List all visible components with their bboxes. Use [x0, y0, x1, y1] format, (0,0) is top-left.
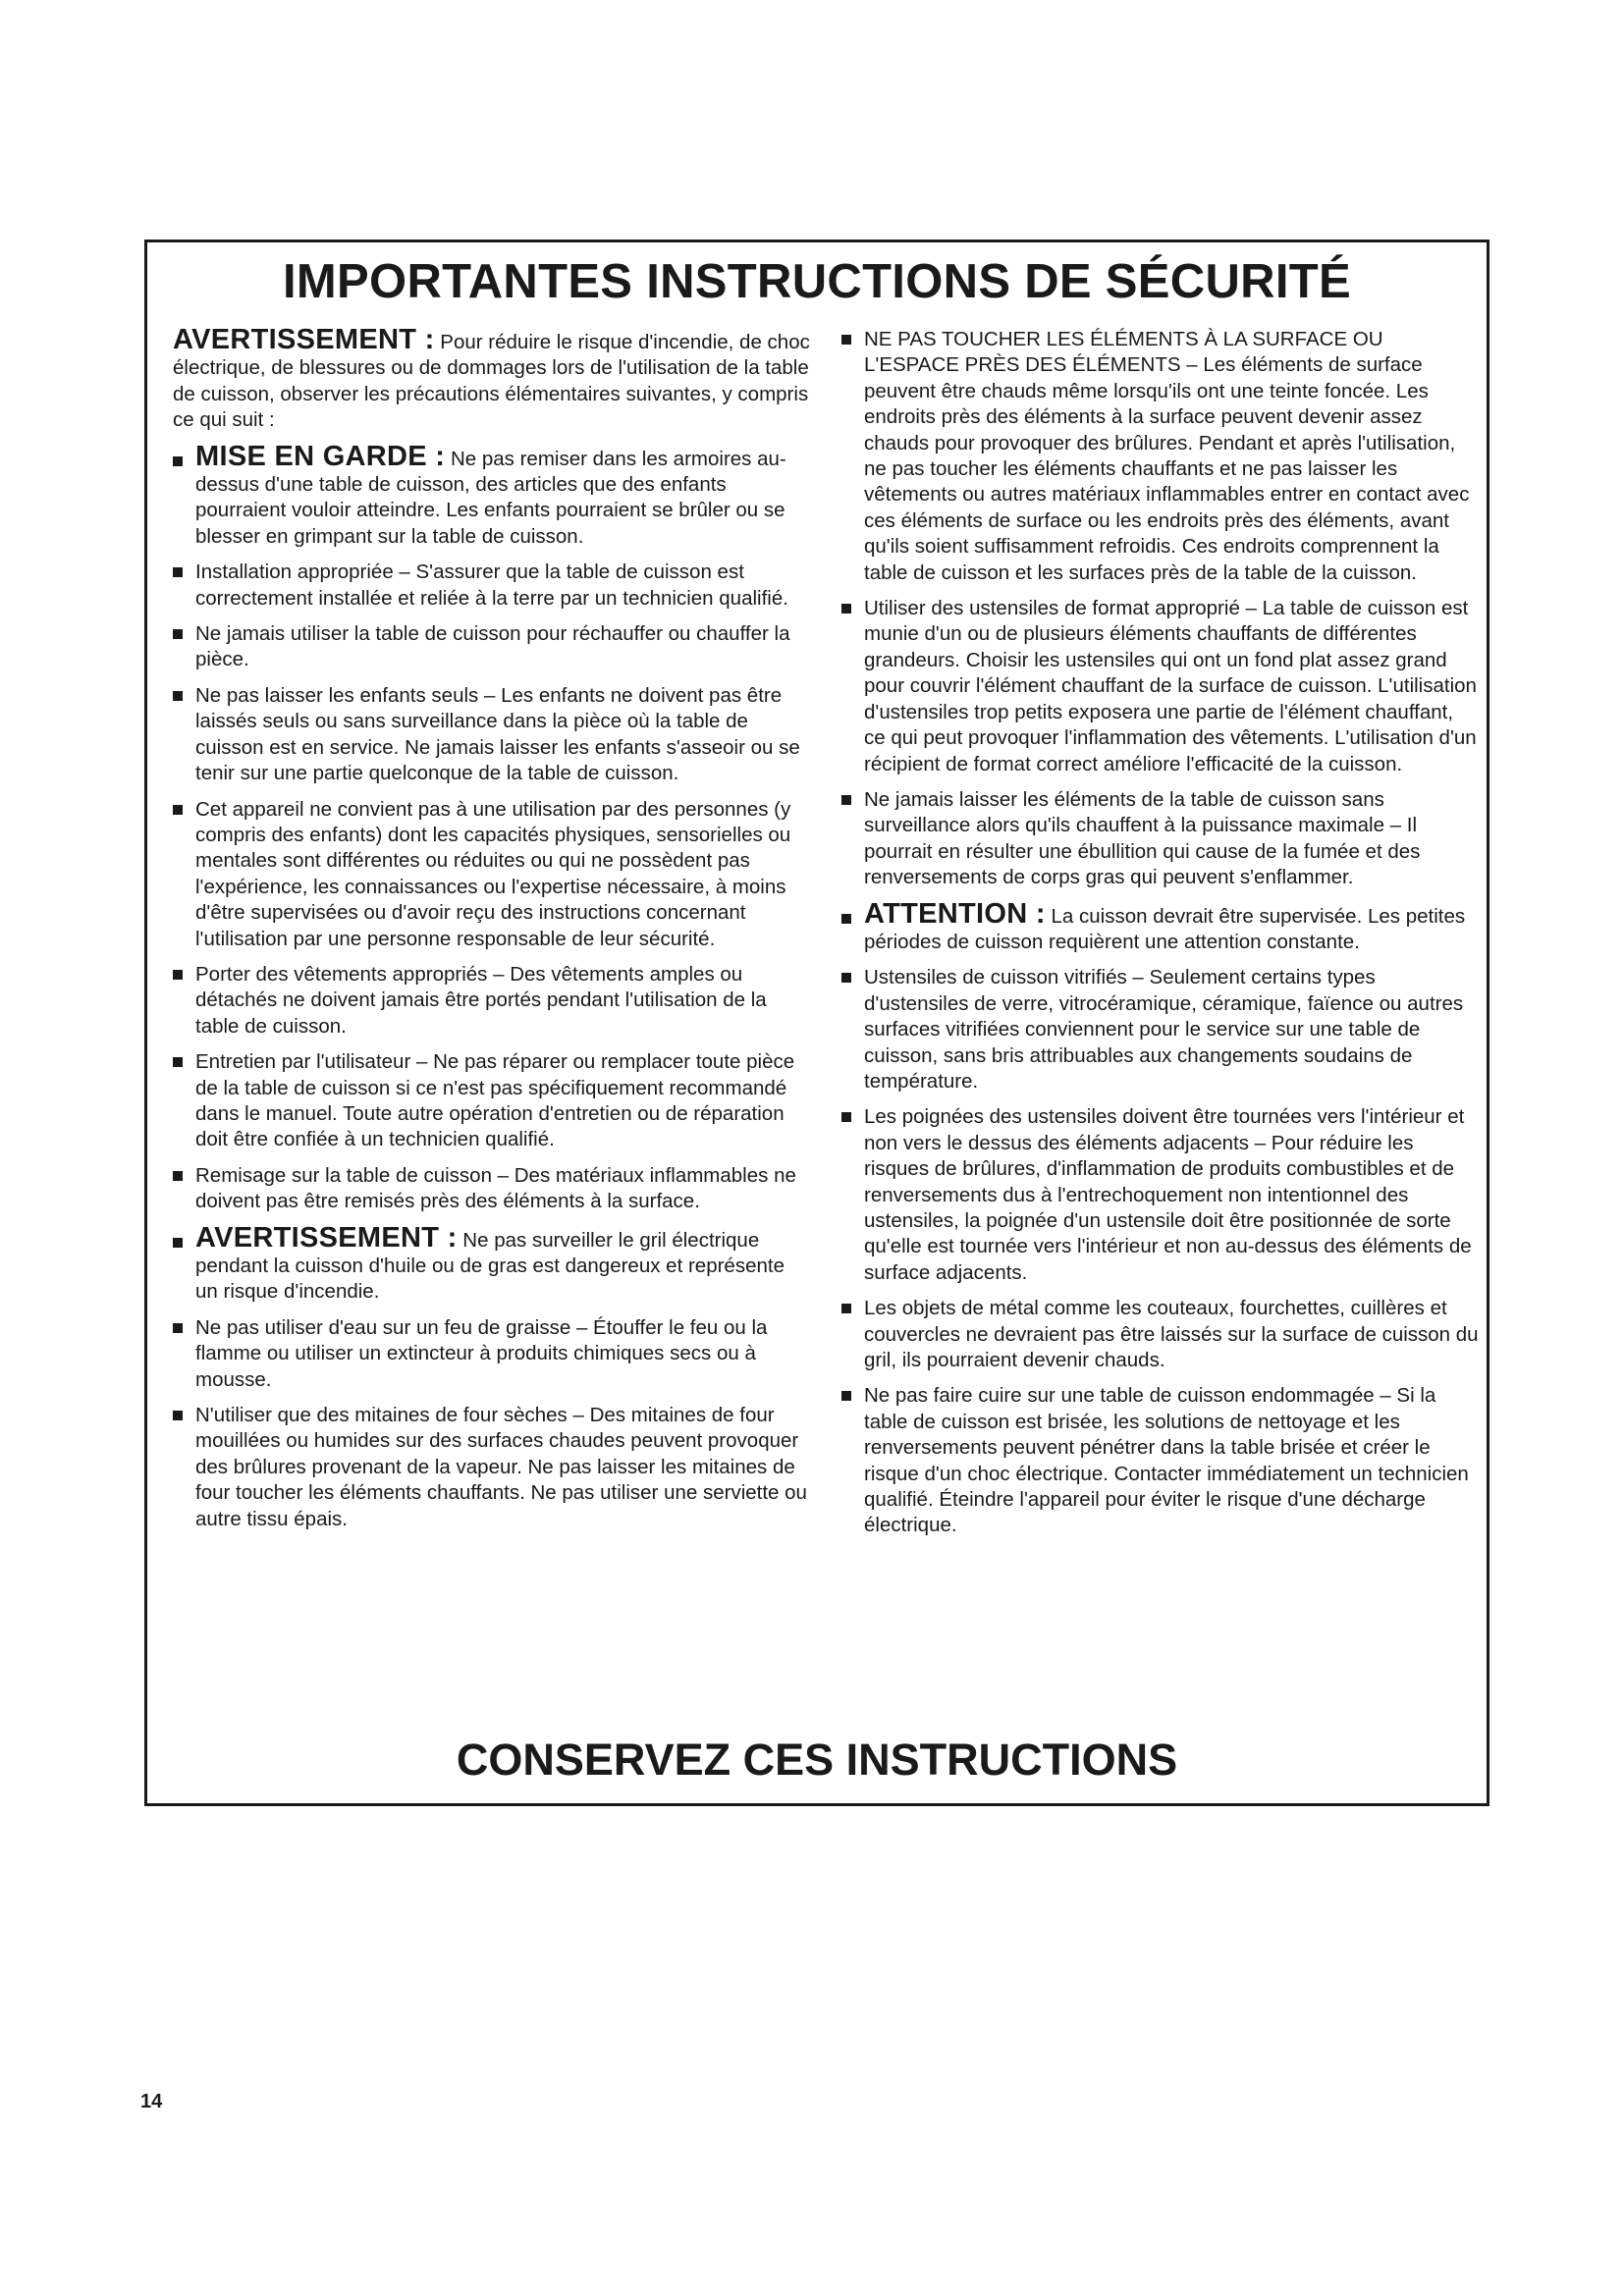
bullet-square-icon — [173, 1411, 183, 1420]
list-item — [173, 797, 811, 952]
list-item — [841, 596, 1480, 777]
item-text: Ne jamais laisser les éléments de la table de cuisson sans surveillance alors qu'ils chauffent à la puissance maximale – Il pourrait en résulter une ébullition qui cause de la fumée et des renversements de corps gras qui peuvent s'enflammer. — [864, 787, 1421, 889]
list-item — [173, 1221, 811, 1306]
item-text: Les poignées des ustensiles doivent être tournées vers l'intérieur et non vers le dessus des éléments adjacents – Pour réduire les risques de brûlures, d'inflammation de produits combustibles et de renversements dus à l'entrechoquement non intentionnel des ustensiles, la poignée d'un ustensile doit être positionnée de sorte qu'elle est tournée vers l'intérieur et non au-dessus des éléments de surface adjacents. — [864, 1105, 1472, 1284]
list-item — [841, 327, 1480, 586]
item-text: Ne pas remiser dans les armoires au-dessus d'une table de cuisson, des articles que des enfants pourraient vouloir atteindre. Les enfants pourraient se brûler ou se blesser en grimpant sur la table de cuisson. — [195, 447, 786, 548]
intro-keyword: AVERTISSEMENT : — [173, 324, 435, 355]
bullet-square-icon — [841, 795, 851, 805]
bullet-square-icon — [173, 691, 183, 701]
list-item — [173, 962, 811, 1040]
item-text: Ne jamais utiliser la table de cuisson pour réchauffer ou chauffer la pièce. — [195, 622, 790, 671]
item-text: Ne pas surveiller le gril électrique pendant la cuisson d'huile ou de gras est dangereux et représente un risque d'incendie. — [195, 1228, 785, 1304]
bullet-square-icon — [173, 629, 183, 639]
item-text: Ne pas faire cuire sur une table de cuisson endommagée – Si la table de cuisson est brisée, les solutions de nettoyage et les renversements peuvent pénétrer dans la table brisée et créer le risque d'un choc électrique. Contacter immédiatement un technicien qualifié. Éteindre l'appareil pour éviter le risque d'une décharge électrique. — [864, 1384, 1469, 1537]
item-text: Ne pas utiliser d'eau sur un feu de graisse – Étouffer le feu ou la flamme ou utiliser un extincteur à produits chimiques secs ou à mousse. — [195, 1315, 768, 1391]
page-title: IMPORTANTES INSTRUCTIONS DE SÉCURITÉ — [283, 255, 1351, 308]
list-item — [173, 683, 811, 787]
list-item — [841, 1104, 1480, 1286]
item-text: La cuisson devrait être supervisée. Les petites périodes de cuisson requièrent une attention constante. — [864, 904, 1466, 953]
item-text: N'utiliser que des mitaines de four sèches – Des mitaines de four mouillées ou humides sur des surfaces chaudes peuvent provoquer des brûlures provenant de la vapeur. Ne pas laisser les mitaines de four toucher les éléments chauffants. Ne pas utiliser une serviette ou autre tissu épais. — [195, 1404, 807, 1530]
safety-box — [144, 240, 1489, 1806]
list-item — [173, 1403, 811, 1532]
bullet-square-icon — [841, 604, 851, 614]
item-text: Utiliser des ustensiles de format approprié – La table de cuisson est munie d'un ou de plusieurs éléments chauffants de différentes grandeurs. Choisir les ustensiles qui ont un fond plat assez grand pour couvrir l'élément chauffant de la surface de cuisson. L'utilisation d'ustensiles trop petits exposera une partie de l'élément chauffant, ce qui peut provoquer l'inflammation des vêtements. L'utilisation d'un récipient de format correct améliore l'efficacité de la cuisson. — [864, 597, 1477, 775]
list-item — [841, 897, 1480, 956]
item-text: Cet appareil ne convient pas à une utilisation par des personnes (y compris des enfants) dont les capacités physiques, sensorielles ou mentales sont différentes ou réduites ou qui ne possèdent pas l'expérience, les connaissances ou l'expertise nécessaire, à moins d'être supervisées ou d'avoir reçu des instructions concernant l'utilisation par une personne responsable de leur sécurité. — [195, 797, 791, 950]
right-instruction-list — [841, 327, 1480, 1539]
item-text: NE PAS TOUCHER LES ÉLÉMENTS À LA SURFACE OU L'ESPACE PRÈS DES ÉLÉMENTS – Les éléments de surface peuvent être chauds même lorsqu'ils ont une teinte foncée. Les endroits près des éléments à la surface peuvent devenir assez chauds pour provoquer des brûlures. Pendant et après l'utilisation, ne pas toucher les éléments chauffants et ne pas laisser les vêtements ou autres matériaux inflammables entrer en contact avec ces éléments de surface ou les endroits près des éléments, avant qu'ils soient suffisamment refroidis. Ces endroits comprennent la table de cuisson et les surfaces près de la table de la cuisson. — [864, 328, 1470, 584]
bullet-square-icon — [173, 567, 183, 577]
bullet-square-icon — [841, 335, 851, 345]
item-keyword: ATTENTION : — [864, 897, 1046, 930]
intro-paragraph — [173, 324, 811, 434]
left-column — [173, 324, 811, 1542]
list-item — [841, 1383, 1480, 1538]
right-column — [841, 327, 1480, 1549]
item-text: Porter des vêtements appropriés – Des vêtements amples ou détachés ne doivent jamais être portés pendant l'utilisation de la table de cuisson. — [195, 962, 767, 1038]
bullet-square-icon — [173, 1171, 183, 1181]
list-item — [841, 965, 1480, 1095]
bullet-square-icon — [173, 805, 183, 815]
item-text: Installation appropriée – S'assurer que la table de cuisson est correctement installée et reliée à la terre par un technicien qualifié. — [195, 561, 788, 610]
list-item — [173, 560, 811, 612]
bullet-square-icon — [841, 1304, 851, 1313]
bullet-square-icon — [173, 970, 183, 980]
intro-text: Pour réduire le risque d'incendie, de choc électrique, de blessures ou de dommages lors de l'utilisation de la table de cuisson, observer les précautions élémentaires suivantes, y compris ce qui suit : — [173, 331, 810, 432]
list-item — [173, 1163, 811, 1215]
bullet-square-icon — [841, 1112, 851, 1122]
left-instruction-list — [173, 440, 811, 1532]
item-text: Les objets de métal comme les couteaux, fourchettes, cuillères et couvercles ne devraient pas être laissés sur la surface de cuisson du gril, ils pourraient devenir chauds. — [864, 1297, 1479, 1372]
list-item — [841, 1296, 1480, 1373]
bullet-square-icon — [173, 1323, 183, 1333]
bullet-square-icon — [841, 973, 851, 983]
bullet-square-icon — [841, 1391, 851, 1401]
item-text: Ne pas laisser les enfants seuls – Les enfants ne doivent pas être laissés seuls ou sans surveillance dans la pièce où la table de cuisson est en service. Ne jamais laisser les enfants s'asseoir ou se tenir sur une partie quelconque de la table de cuisson. — [195, 683, 800, 785]
item-text: Entretien par l'utilisateur – Ne pas réparer ou remplacer toute pièce de la table de cuisson si ce n'est pas spécifiquement recommandé dans le manuel. Toute autre opération d'entretien ou de réparation doit être confiée à un technicien qualifié. — [195, 1050, 795, 1151]
bullet-square-icon — [173, 1057, 183, 1067]
list-item — [173, 1315, 811, 1393]
footer-title: CONSERVEZ CES INSTRUCTIONS — [456, 1735, 1178, 1785]
bullet-square-icon — [173, 456, 183, 466]
list-item — [173, 621, 811, 673]
item-text: Ustensiles de cuisson vitrifiés – Seulement certains types d'ustensiles de verre, vitrocéramique, céramique, faïence ou autres surfaces vitrifiées conviennent pour le service sur une table de cuisson, sans bris attribuables aux changements soudains de température. — [864, 966, 1464, 1093]
list-item — [173, 440, 811, 551]
item-keyword: MISE EN GARDE : — [195, 440, 446, 472]
bullet-square-icon — [841, 914, 851, 924]
page-number: 14 — [140, 2091, 163, 2112]
item-text: Remisage sur la table de cuisson – Des matériaux inflammables ne doivent pas être remisés près des éléments à la surface. — [195, 1163, 796, 1213]
list-item — [841, 787, 1480, 891]
bullet-square-icon — [173, 1238, 183, 1248]
item-keyword: AVERTISSEMENT : — [195, 1221, 458, 1254]
list-item — [173, 1049, 811, 1153]
